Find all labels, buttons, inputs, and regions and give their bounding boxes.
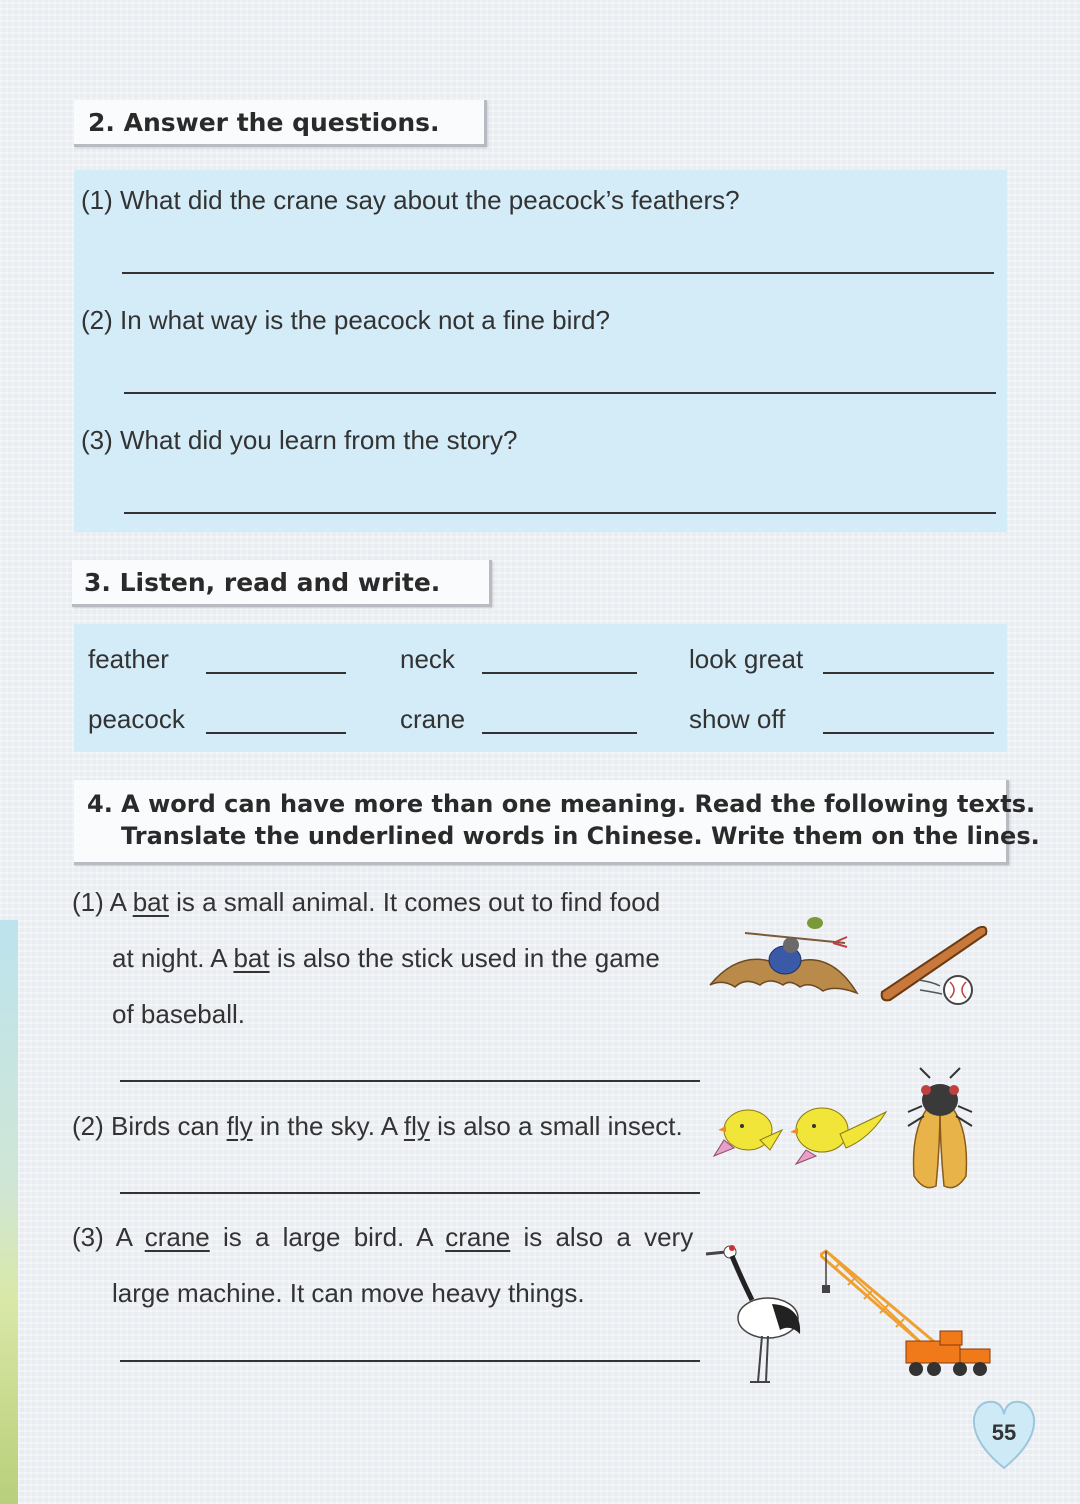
item2-line: [72, 1111, 683, 1142]
section2-panel: [74, 170, 1007, 532]
item3-line2: large machine. It can move heavy things.: [112, 1278, 585, 1308]
item1-text: is a small animal. It comes out to find food: [168, 887, 661, 917]
page-number: 55: [991, 1420, 1017, 1445]
item1-text: is also the stick used in the game: [269, 943, 660, 973]
crane-bird-icon: [702, 1240, 812, 1390]
word-look-great: look great: [689, 644, 804, 674]
answer-line-item1[interactable]: [120, 1080, 700, 1082]
underlined-word-bat: bat: [233, 943, 270, 973]
word-neck: neck: [400, 644, 455, 674]
word-crane: crane: [400, 704, 466, 734]
section2-title-text: 2. Answer the questions.: [88, 108, 440, 137]
blank-crane[interactable]: [482, 732, 637, 734]
underlined-word-bat: bat: [132, 887, 169, 917]
blank-show-off[interactable]: [823, 732, 994, 734]
underlined-word-fly: fly: [226, 1111, 253, 1141]
item2-text: (2) Birds can: [72, 1111, 227, 1141]
crane-machine-icon: [820, 1245, 995, 1385]
item2-text: in the sky. A: [252, 1111, 404, 1141]
flying-birds-icon: [710, 1090, 890, 1170]
section3-title-text: 3. Listen, read and write.: [84, 568, 441, 597]
item1-line2: [112, 943, 660, 974]
word-show-off: show off: [689, 704, 786, 734]
item1-line3: of baseball.: [112, 999, 245, 1029]
word-peacock: peacock: [88, 704, 185, 734]
answer-line-2[interactable]: [124, 392, 996, 394]
bat-animal-icon: [705, 915, 865, 1005]
underlined-word-fly: fly: [403, 1111, 430, 1141]
question-2: (2) In what way is the peacock not a fine bird?: [81, 305, 610, 335]
item2-text: is also a small insect.: [429, 1111, 683, 1141]
answer-line-item3[interactable]: [120, 1360, 700, 1362]
page-number-badge: [968, 1396, 1040, 1472]
answer-line-item2[interactable]: [120, 1192, 700, 1194]
section3-title: [72, 560, 492, 607]
item3-text: is also a very: [510, 1222, 694, 1252]
cicada-insect-icon: [900, 1066, 980, 1196]
blank-neck[interactable]: [482, 672, 637, 674]
item3-text: is a large bird. A: [209, 1222, 446, 1252]
section4-title-line1: 4. A word can have more than one meaning. Read the following texts.: [87, 790, 1036, 818]
answer-line-3[interactable]: [124, 512, 996, 514]
section2-title: [74, 100, 487, 147]
answer-line-1[interactable]: [122, 272, 994, 274]
item3-line1: [72, 1222, 693, 1253]
baseball-bat-icon: [878, 920, 993, 1010]
section4-title-line2: Translate the underlined words in Chinese. Write them on the lines.: [121, 822, 1040, 850]
underlined-word-crane: crane: [144, 1222, 210, 1252]
underlined-word-crane: crane: [445, 1222, 511, 1252]
blank-peacock[interactable]: [206, 732, 346, 734]
section4-title: [74, 780, 1040, 865]
word-feather: feather: [88, 644, 169, 674]
blank-feather[interactable]: [206, 672, 346, 674]
question-3: (3) What did you learn from the story?: [81, 425, 518, 455]
item1-text: (1) A: [72, 887, 133, 917]
left-decoration-strip: [0, 920, 18, 1504]
item1-text: at night. A: [112, 943, 234, 973]
blank-look-great[interactable]: [823, 672, 994, 674]
item1-line1: [72, 887, 660, 918]
question-1: (1) What did the crane say about the peacock’s feathers?: [81, 185, 740, 215]
item3-text: (3) A: [72, 1222, 145, 1252]
